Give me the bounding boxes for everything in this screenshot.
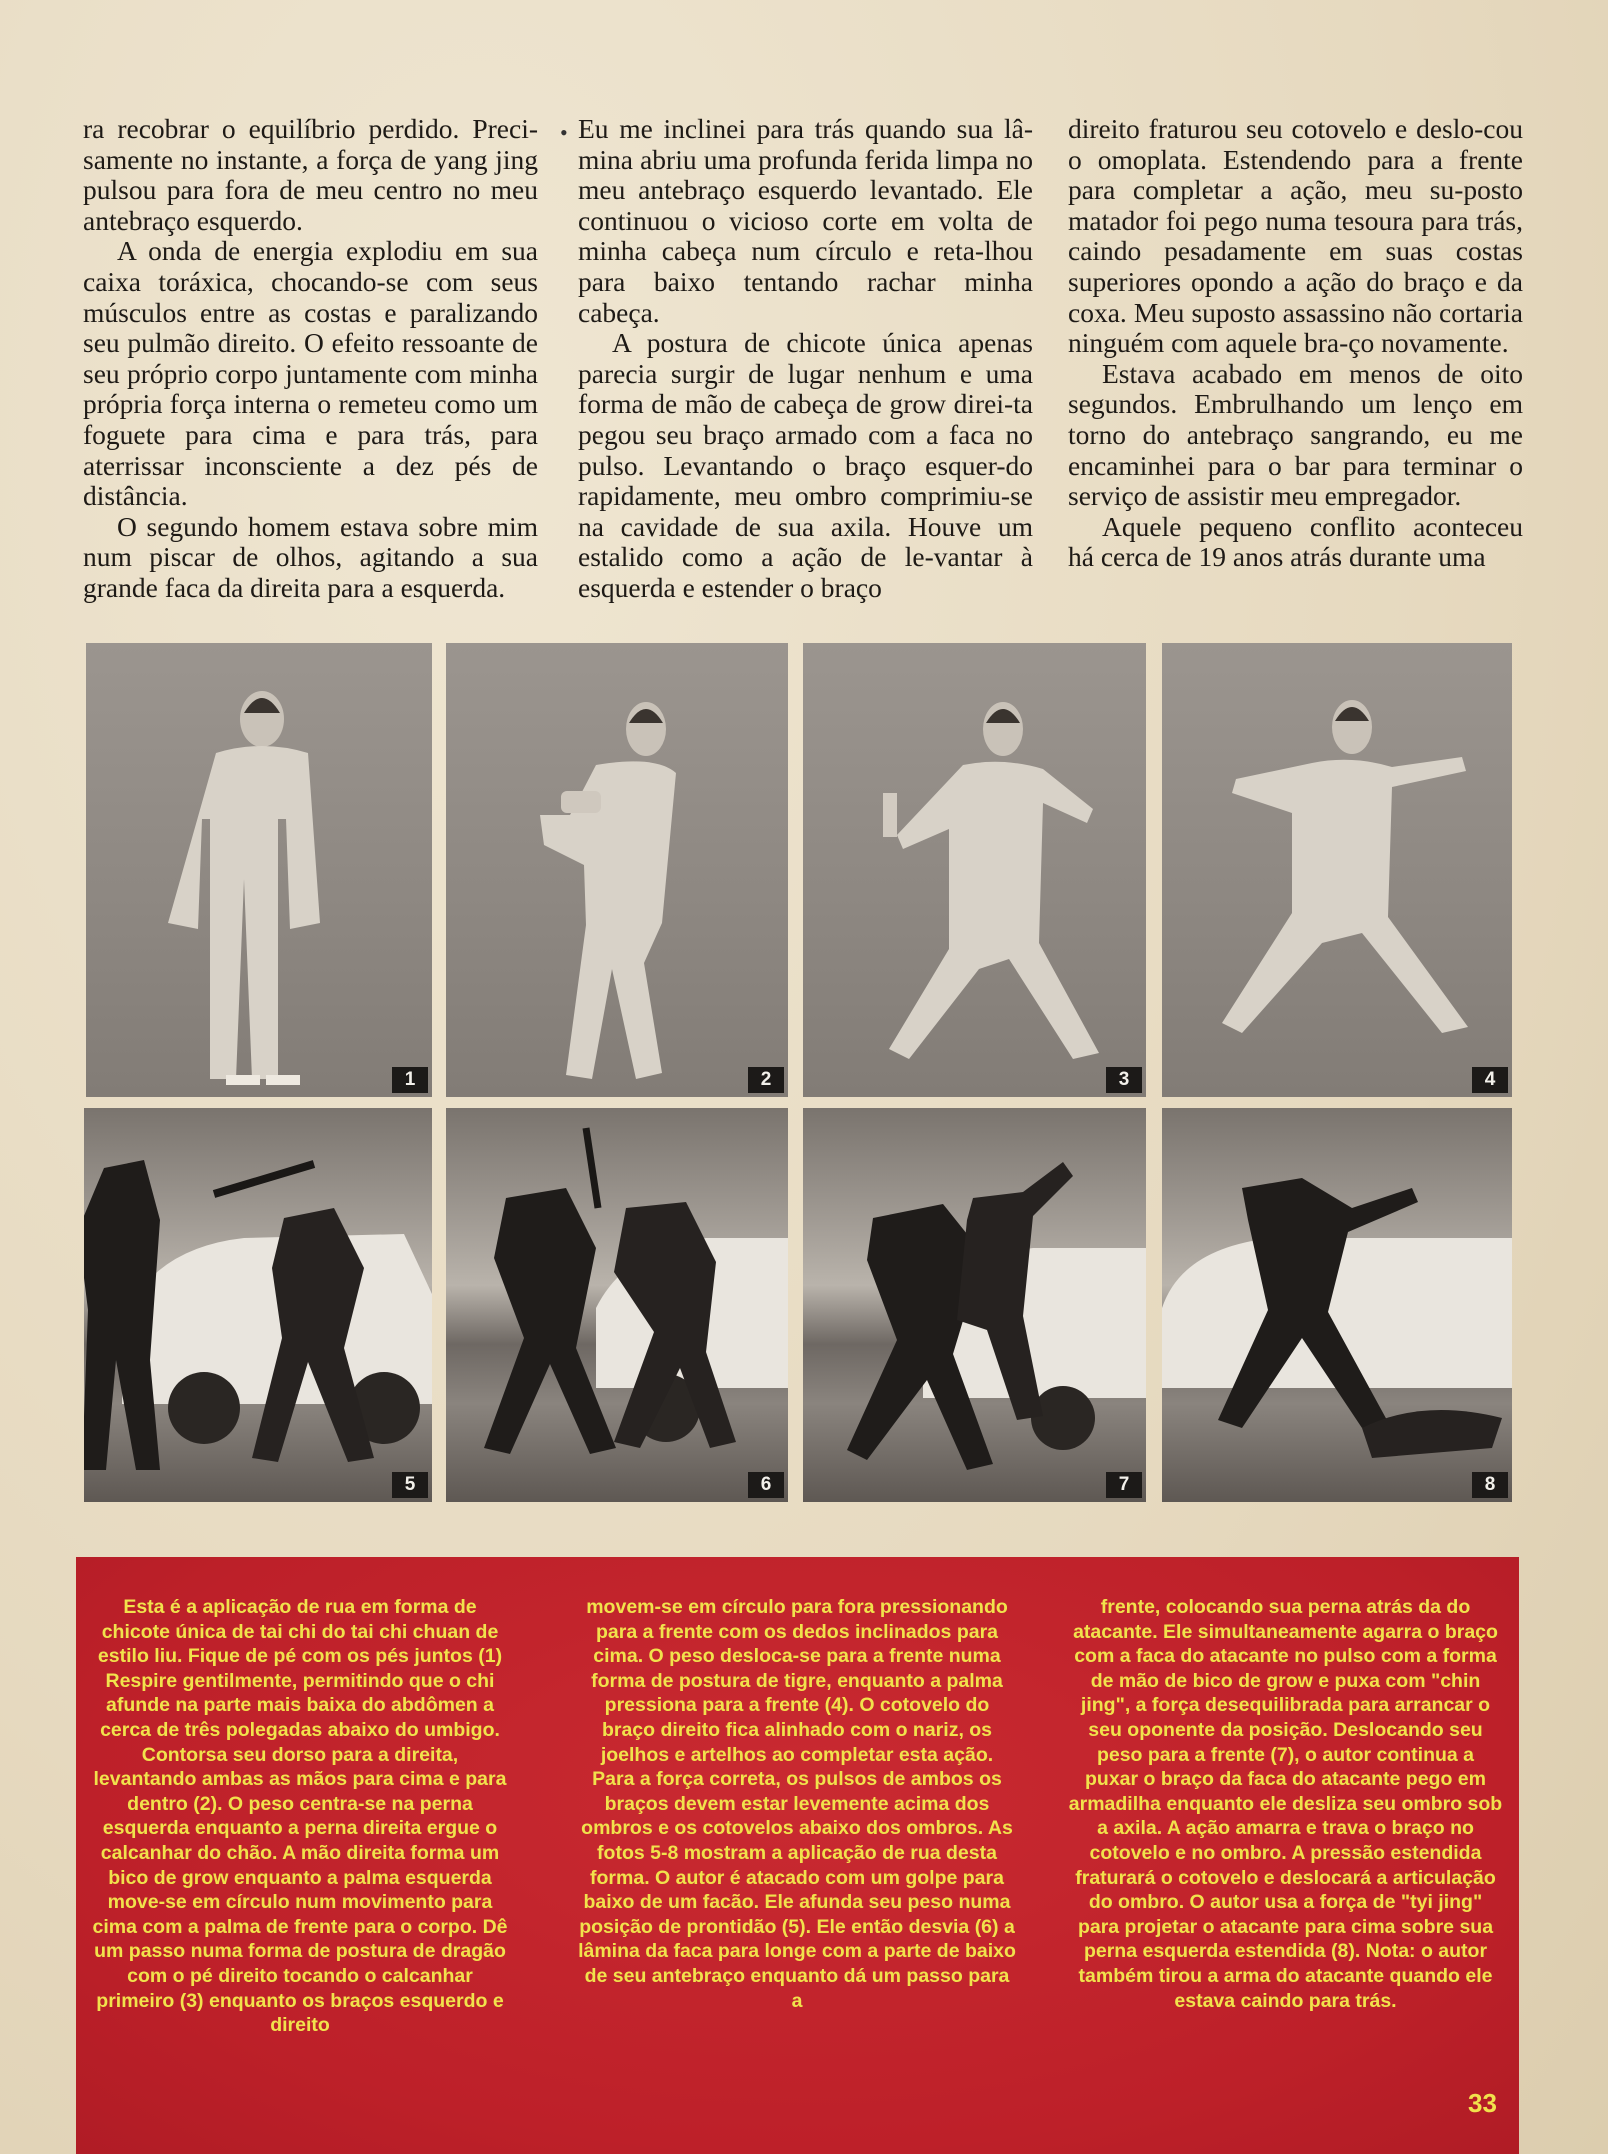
paragraph: Aquele pequeno conflito aconteceu há cerca de 19 anos atrás durante uma — [1068, 510, 1523, 573]
photo-1 — [86, 643, 432, 1097]
fighters-trap-illustration — [803, 1108, 1146, 1502]
article-column-2 — [578, 114, 1033, 604]
photo-4 — [1162, 643, 1512, 1097]
caption-column-1: Esta é a aplicação de rua em forma de chicote única de tai chi do tai chi chuan de estilo liu. Fique de pé com os pés juntos (1) Respire gentilmente, permitindo que o chi afunde na parte mais baixa do abdômen a cerca de três polegadas abaixo do umbigo. Contorsa seu dorso para a direita, levantando ambas as mãos para cima e para dentro (2). O peso centra-se na perna esquerda enquanto a perna direita ergue o calcanhar do chão. A mão direita forma um bico de grow enquanto a palma esquerda move-se em círculo num movimento para cima com a palma de frente para o corpo. Dê um passo numa forma de postura de dragão com o pé direito tocando o calcanhar primeiro (3) enquanto os braços esquerdo e direito — [92, 1596, 508, 2037]
paragraph: A postura de chicote única apenas parecia surgir de lugar nenhum e uma forma de mão de cabeça de grow direi-ta pegou seu braço armado com a faca no pulso. Levantando o braço esquer-do rapidamente, meu ombro comprimiu-se na cavidade de sua axila. Houve um estalido como a ação de le-vantar à esquerda e estender o braço — [578, 327, 1033, 603]
car-and-fighters-illustration — [84, 1108, 432, 1502]
paragraph: Eu me inclinei para trás quando sua lâ-mina abriu uma profunda ferida limpa no meu antebraço esquerdo levantado. Ele continuou o vicioso corte em volta de minha cabeça num círculo e reta-lhou para baixo tentando rachar minha cabeça. — [578, 113, 1033, 328]
photo-8 — [1162, 1108, 1512, 1502]
article-column-1 — [83, 114, 538, 604]
fighters-throw-illustration — [1162, 1108, 1512, 1502]
fighters-deflect-illustration — [446, 1108, 788, 1502]
page-number: 33 — [1468, 2088, 1497, 2118]
caption-column-2: movem-se em círculo para fora pressionando para a frente com os dedos inclinados para cima. O peso desloca-se para a frente numa forma de postura de tigre, enquanto a palma pressiona para a frente (4). O cotovelo do braço direito fica alinhado com o nariz, os joelhos e artelhos ao completar esta ação. Para a força correta, os pulsos de ambos os braços devem estar levemente acima dos ombros e os cotovelos abaixo dos ombros. As fotos 5-8 mostram a aplicação de rua desta forma. O autor é atacado com um golpe para baixo de um facão. Ele afunda seu peso numa posição de prontidão (5). Ele então desvia (6) a lâmina da faca para longe com a parte de baixo de seu antebraço enquanto dá um passo para a — [578, 1596, 1016, 2012]
paragraph: A onda de energia explodiu em sua caixa toráxica, chocando-se com seus músculos entre as costas e paralizando seu pulmão direito. O efeito ressoante de seu próprio corpo juntamente com minha própria força interna o remeteu como um foguete para cima e para trás, para aterrissar inconsciente a dez pés de distância. — [83, 235, 538, 512]
photo-5 — [84, 1108, 432, 1502]
paragraph: Estava acabado em menos de oito segundos. Embrulhando um lenço em torno do antebraço sangrando, eu me encaminhei para o bar para terminar o serviço de assistir meu empregador. — [1068, 357, 1523, 512]
photo-2 — [446, 643, 788, 1097]
paragraph: ra recobrar o equilíbrio perdido. Preci-samente no instante, a força de yang jing pulsou para fora de meu centro no meu antebraço esquerdo. — [83, 113, 538, 236]
photo-number: 5 — [392, 1472, 428, 1498]
photo-number: 8 — [1472, 1472, 1508, 1498]
figure-tiger-stance-illustration — [1162, 643, 1512, 1097]
bullet-mark: • — [560, 120, 568, 145]
figure-twist-illustration — [446, 643, 788, 1097]
paragraph: direito fraturou seu cotovelo e deslo-cou o omoplata. Estendendo para a frente para completar a ação, meu su-posto matador foi pego numa tesoura para trás, caindo pesadamente em suas costas superiores opondo a ação do braço e da coxa. Meu suposto assassino não cortaria ninguém com aquele bra-ço novamente. — [1068, 113, 1523, 359]
photo-6 — [446, 1108, 788, 1502]
article-column-3 — [1068, 114, 1523, 573]
figure-dragon-stance-illustration — [803, 643, 1146, 1097]
photo-number: 4 — [1472, 1067, 1508, 1093]
paragraph: O segundo homem estava sobre mim num piscar de olhos, agitando a sua grande faca da direita para a esquerda. — [83, 510, 538, 603]
photo-number: 2 — [748, 1067, 784, 1093]
photo-number: 7 — [1106, 1472, 1142, 1498]
photo-3 — [803, 643, 1146, 1097]
caption-column-3: frente, colocando sua perna atrás da do atacante. Ele simultaneamente agarra o braço com a faca do atacante no pulso com a forma de mão de bico de grow e puxa com "chin jing", a força desequilibrada para arrancar o seu oponente da posição. Deslocando seu peso para a frente (7), o autor continua a puxar o braço da faca do atacante pego em armadilha enquanto ele desliza seu ombro sob a axila. A ação amarra e trava o braço no cotovelo e no ombro. A pressão estendida fraturará o cotovelo e deslocará a articulação do ombro. O autor usa a força de "tyi jing" para projetar o atacante para cima sobre sua perna esquerda estendida (8). Nota: o autor também tirou a arma do atacante quando ele estava caindo para trás. — [1068, 1596, 1503, 2012]
figure-standing-illustration — [86, 643, 432, 1097]
photo-7 — [803, 1108, 1146, 1502]
photo-number: 6 — [748, 1472, 784, 1498]
photo-number: 3 — [1106, 1067, 1142, 1093]
photo-number: 1 — [392, 1067, 428, 1093]
